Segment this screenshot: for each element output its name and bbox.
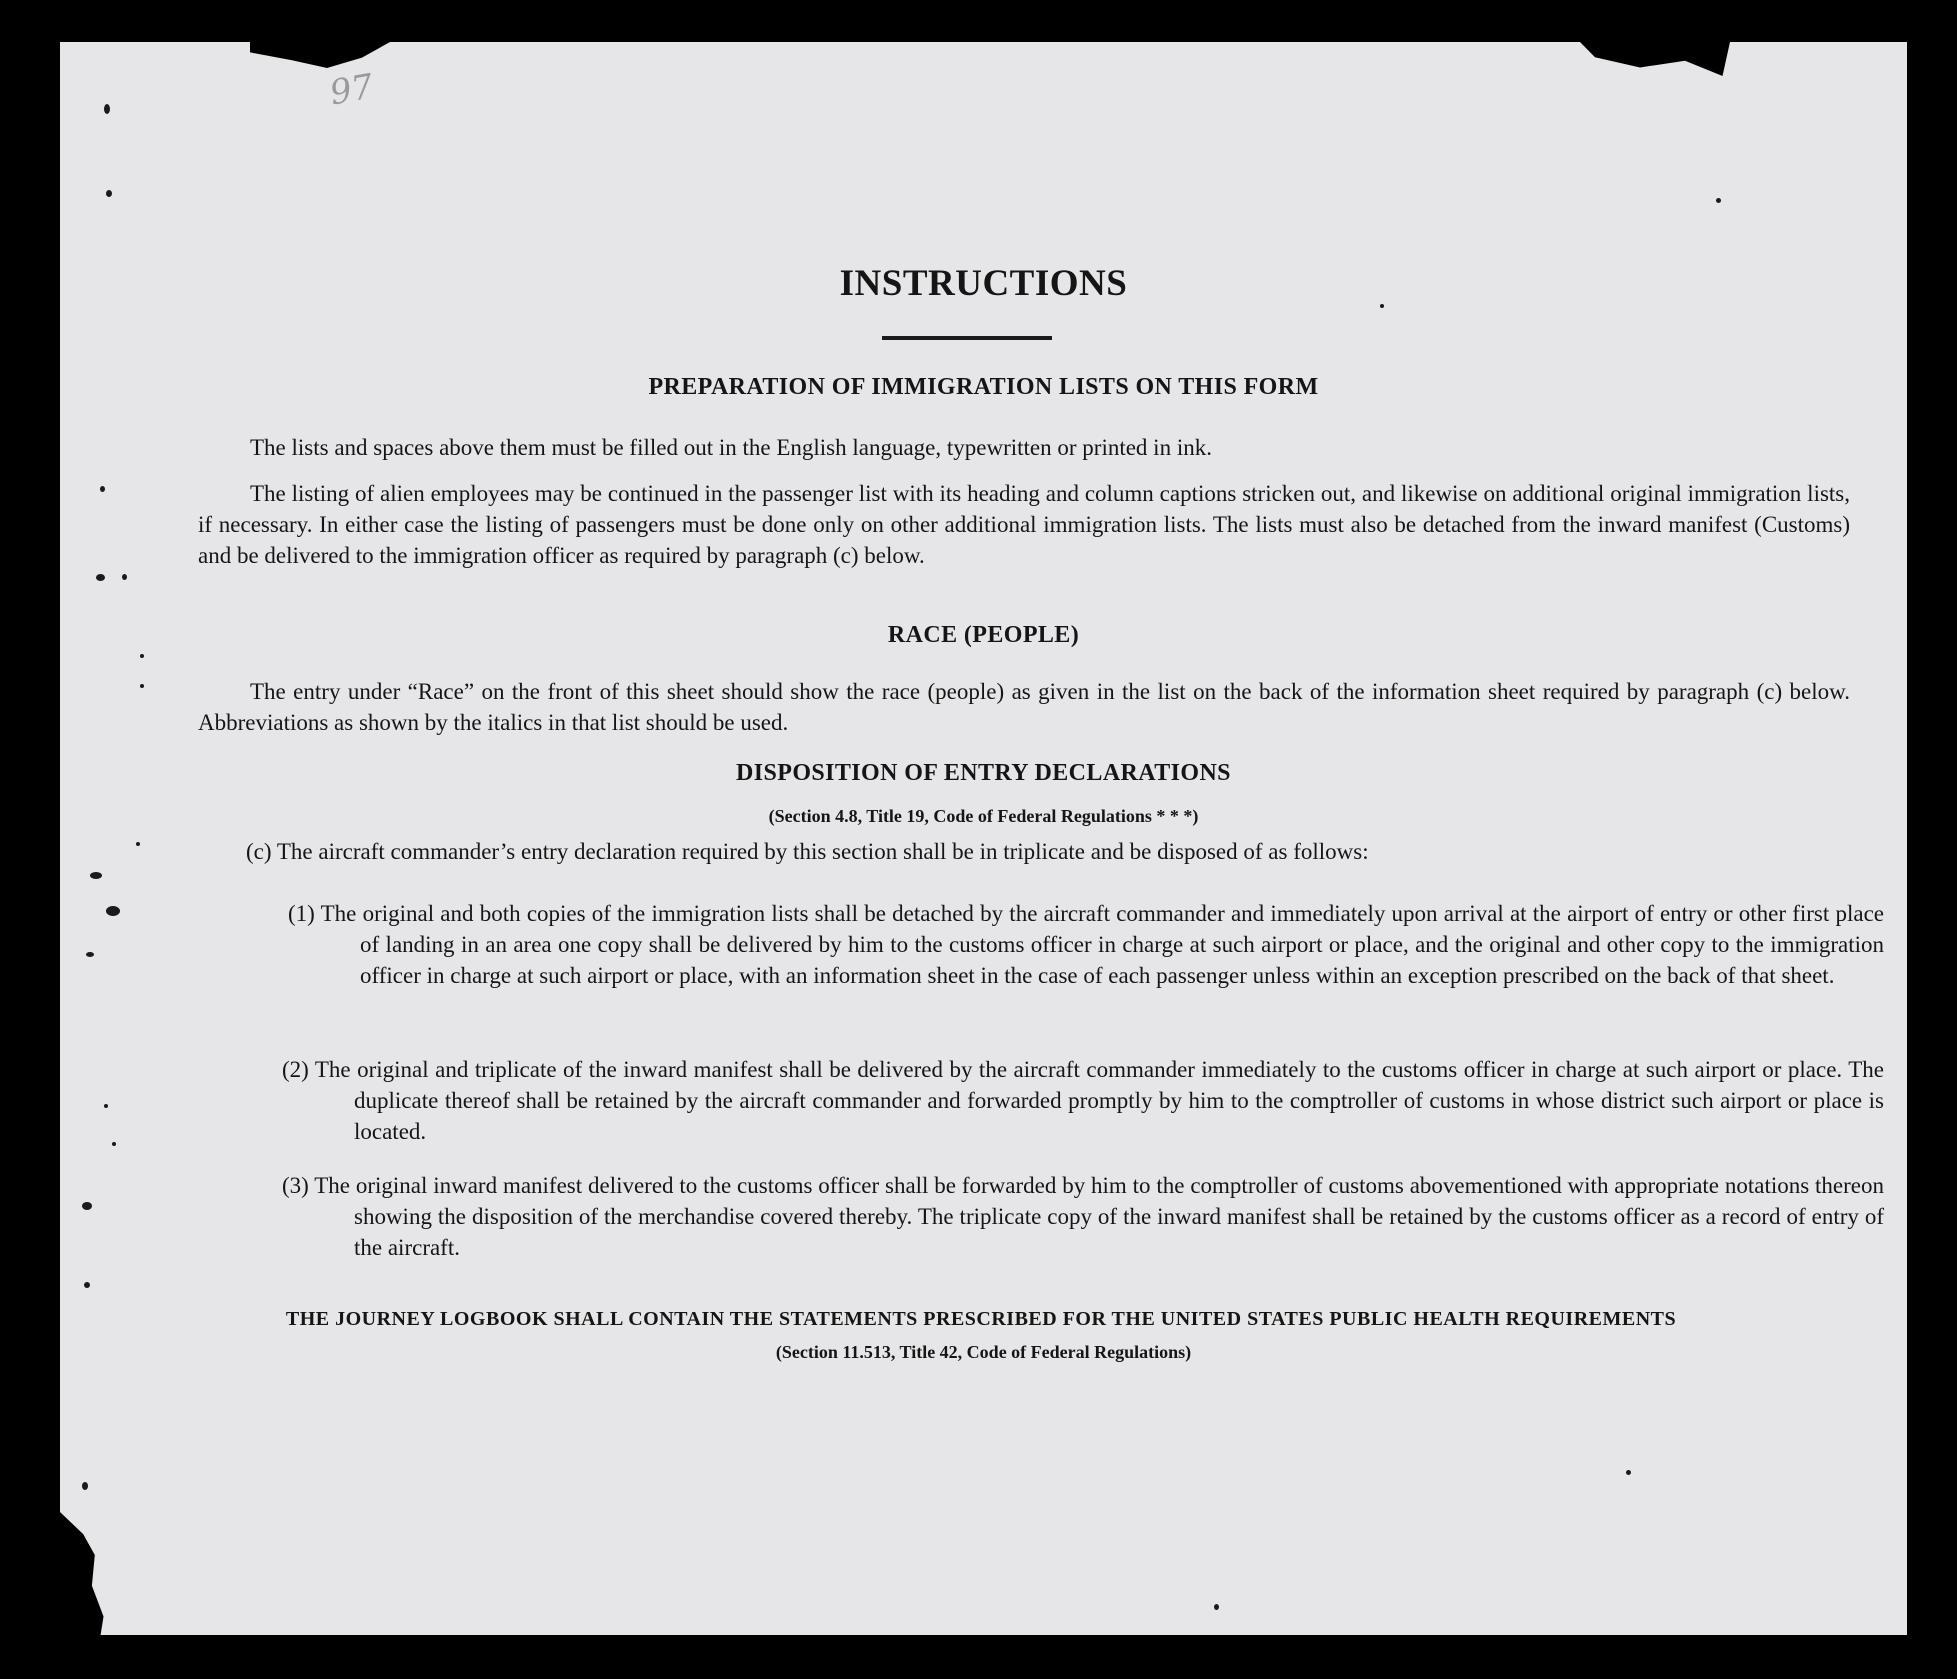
section-heading-race: RACE (PEOPLE): [887, 622, 1080, 648]
section-citation-disposition: (Section 4.8, Title 19, Code of Federal Regulations * * *): [768, 806, 1199, 826]
ink-speck: [100, 486, 105, 492]
footer-statement: THE JOURNEY LOGBOOK SHALL CONTAIN THE STATEMENTS PRESCRIBED FOR THE UNITED STATES PUBLIC HEALTH REQUIREMENTS: [285, 1308, 1677, 1330]
ink-speck: [122, 574, 127, 580]
ink-speck: [84, 1282, 90, 1288]
ink-speck: [106, 906, 120, 916]
pencil-mark: 97: [326, 66, 377, 114]
ink-speck: [106, 190, 112, 197]
ink-speck: [112, 1142, 116, 1146]
ink-speck: [96, 574, 105, 581]
ink-speck: [140, 684, 144, 688]
ink-speck: [90, 872, 102, 879]
title-underline: [882, 336, 1052, 340]
list-item-3: (3) The original inward manifest delivered to the customs officer shall be forwarded by him to the comptroller of customs abovementioned with appropriate notations thereon showing the disposition of the merchandise covered thereby. The triplicate copy of the inward manifest shall be retained by the customs officer as a record of entry of the aircraft.: [282, 1173, 1884, 1260]
ink-speck: [104, 1104, 108, 1108]
list-item-2: (2) The original and triplicate of the inward manifest shall be delivered by the aircraft commander immediately to the customs officer in charge at such airport or place. The duplicate thereof shall be retained by the aircraft commander and forwarded promptly by him to the comptroller of customs in whose district such airport or place is located.: [282, 1057, 1884, 1144]
paragraph-race: The entry under “Race” on the front of this sheet should show the race (people) as given in the list on the back of the information sheet required by paragraph (c) below. Abbreviations as shown by the italics in that list should be used.: [198, 679, 1850, 735]
paragraph-preparation-1: The lists and spaces above them must be filled out in the English language, typewritten or printed in ink.: [250, 435, 1212, 460]
ink-speck: [86, 952, 94, 957]
paragraph-preparation-2: The listing of alien employees may be continued in the passenger list with its heading and column captions stricken out, and likewise on additional original immigration lists, if necessary. In either case the listing of passengers must be done only on other additional immigration lists. The lists must also be detached from the inward manifest (Customs) and be delivered to the immigration officer as required by paragraph (c) below.: [198, 481, 1850, 568]
ink-speck: [1626, 1470, 1631, 1475]
paragraph-disposition-intro: (c) The aircraft commander’s entry declaration required by this section shall be in triplicate and be disposed of as follows:: [246, 839, 1369, 864]
footer-citation: (Section 11.513, Title 42, Code of Federal Regulations): [775, 1342, 1192, 1362]
section-heading-preparation: PREPARATION OF IMMIGRATION LISTS ON THIS FORM: [648, 374, 1319, 400]
ink-speck: [136, 842, 140, 846]
ink-speck: [82, 1202, 92, 1210]
ink-speck: [1716, 198, 1721, 203]
page-title: INSTRUCTIONS: [839, 263, 1128, 304]
page-tear-bottom-left: [60, 1512, 118, 1635]
document-page: [60, 42, 1907, 1635]
ink-speck: [104, 104, 110, 114]
section-heading-disposition: DISPOSITION OF ENTRY DECLARATIONS: [736, 760, 1231, 786]
list-item-1: (1) The original and both copies of the immigration lists shall be detached by the aircraft commander and immediately upon arrival at the airport of entry or other first place of landing in an area one copy shall be delivered by him to the customs officer in charge at such airport or place, and the original and other copy to the immigration officer in charge at such airport or place, with an information sheet in the case of each passenger unless within an exception prescribed on the back of that sheet.: [288, 901, 1884, 988]
ink-speck: [140, 654, 144, 658]
ink-speck: [82, 1482, 88, 1490]
ink-speck: [1214, 1604, 1219, 1610]
page-tear-top-left: [250, 42, 390, 68]
page-tear-top-right: [1580, 42, 1730, 76]
